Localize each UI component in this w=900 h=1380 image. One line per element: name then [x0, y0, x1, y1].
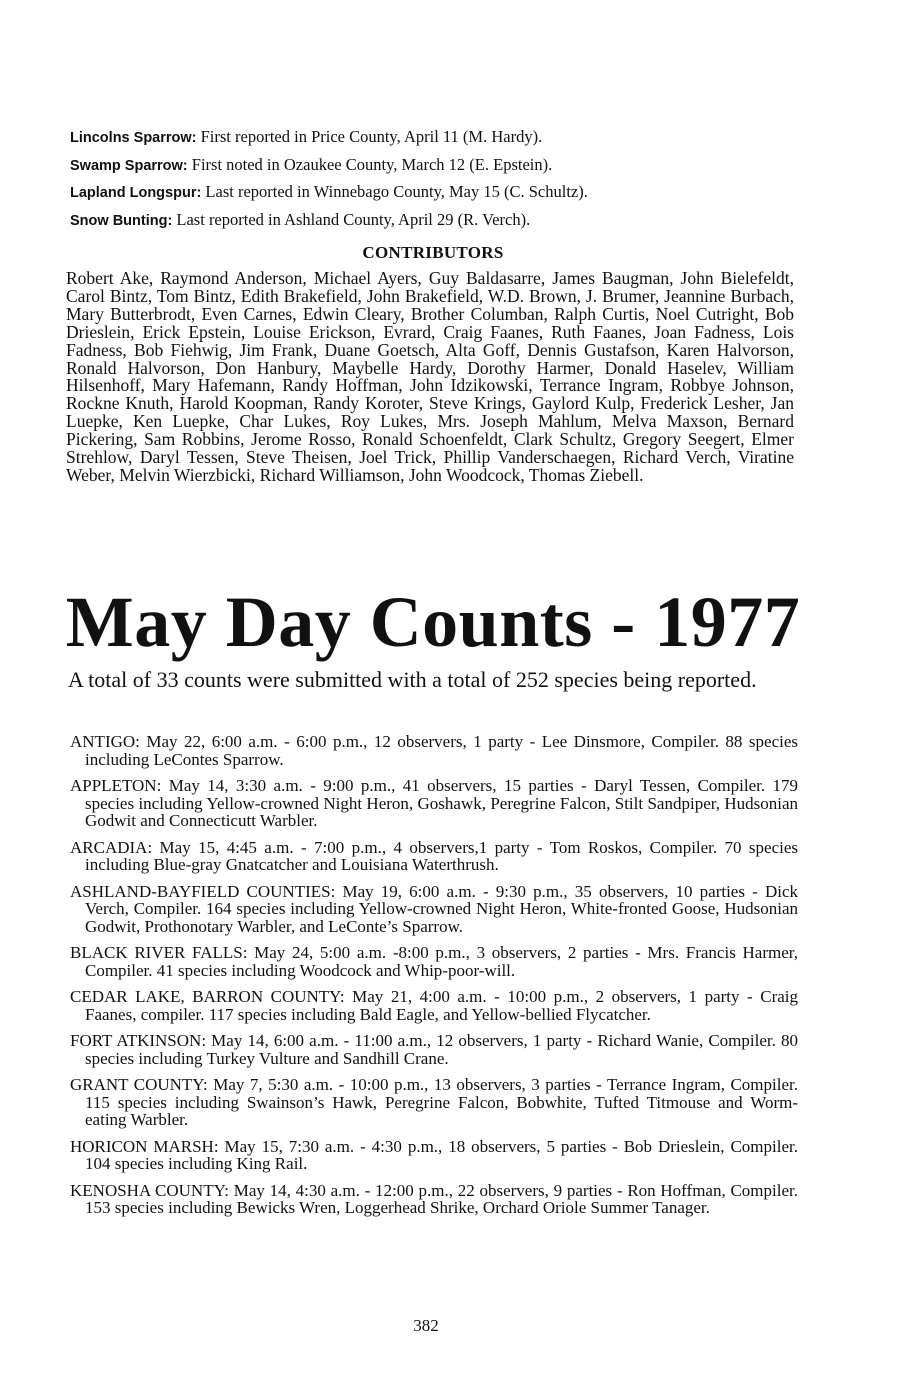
species-name: Lincolns Sparrow: — [70, 130, 197, 146]
species-note-text: First reported in Price County, April 11 (M. Hardy). — [196, 127, 543, 146]
count-entry: FORT ATKINSON: May 14, 6:00 a.m. - 11:00 a.m., 12 observers, 1 party - Richard Wanie, Compiler. 80 species including Turkey Vulture and Sandhill Crane. — [70, 1031, 798, 1068]
species-notes — [70, 124, 830, 234]
count-entries — [70, 733, 798, 1226]
count-entry: ASHLAND-BAYFIELD COUNTIES: May 19, 6:00 a.m. - 9:30 p.m., 35 observers, 10 parties - Dick Verch, Compiler. 164 species including Yellow-crowned Night Heron, White-fronted Goose, Hudsonian Godwit, Prothonotary Warbler, and LeConte’s Sparrow. — [70, 881, 798, 936]
species-note-text: Last reported in Winnebago County, May 15 (C. Schultz). — [201, 182, 588, 201]
species-note — [70, 124, 830, 152]
count-entry: ARCADIA: May 15, 4:45 a.m. - 7:00 p.m., 4 observers,1 party - Tom Roskos, Compiler. 70 species including Blue-gray Gnatcatcher and Louisiana Waterthrush. — [70, 837, 798, 874]
contributors-heading: CONTRIBUTORS — [362, 243, 504, 262]
count-entry: BLACK RIVER FALLS: May 24, 5:00 a.m. -8:00 p.m., 3 observers, 2 parties - Mrs. Francis Harmer, Compiler. 41 species including Woodcock and Whip-poor-will. — [70, 943, 798, 980]
count-entry: KENOSHA COUNTY: May 14, 4:30 a.m. - 12:00 p.m., 22 observers, 9 parties - Ron Hoffman, Compiler. 153 species including Bewicks Wren, Loggerhead Shrike, Orchard Oriole Summer Tanager. — [70, 1180, 798, 1217]
species-note — [70, 152, 830, 180]
count-entry: ANTIGO: May 22, 6:00 a.m. - 6:00 p.m., 12 observers, 1 party - Lee Dinsmore, Compiler. 88 species including LeContes Sparrow. — [70, 732, 798, 769]
species-name: Lapland Longspur: — [70, 185, 202, 201]
count-entry: CEDAR LAKE, BARRON COUNTY: May 21, 4:00 a.m. - 10:00 p.m., 2 observers, 1 party - Craig Faanes, compiler. 117 species including Bald Eagle, and Yellow-bellied Flycatcher. — [70, 987, 798, 1024]
species-name: Swamp Sparrow: — [70, 157, 188, 174]
species-note — [70, 179, 830, 207]
species-note — [70, 207, 830, 235]
species-name: Snow Bunting: — [70, 212, 173, 229]
count-entry: APPLETON: May 14, 3:30 a.m. - 9:00 p.m., 41 observers, 15 parties - Daryl Tessen, Compiler. 179 species including Yellow-crowned Night Heron, Goshawk, Peregrine Falcon, Stilt Sandpiper, Hudsonian Godwit and Connecticutt Warbler. — [70, 776, 798, 830]
species-note-text: Last reported in Ashland County, April 29 (R. Verch). — [172, 209, 531, 229]
intro-paragraph: A total of 33 counts were submitted with a total of 252 species being reported. — [68, 667, 757, 692]
page-number: 382 — [413, 1316, 439, 1335]
page-title: May Day Counts - 1977 — [65, 582, 801, 662]
species-note-text: First noted in Ozaukee County, March 12 (E. Epstein). — [187, 154, 553, 174]
count-entry: GRANT COUNTY: May 7, 5:30 a.m. - 10:00 p.m., 13 observers, 3 parties - Terrance Ingram, Compiler. 115 species including Swainson’s Hawk, Peregrine Falcon, Bobwhite, Tufted Titmouse and Worm-eating Warbler. — [70, 1075, 798, 1129]
count-entry: HORICON MARSH: May 15, 7:30 a.m. - 4:30 p.m., 18 observers, 5 parties - Bob Drieslein, Compiler. 104 species including King Rail. — [70, 1136, 798, 1173]
contributors-list: Robert Ake, Raymond Anderson, Michael Ayers, Guy Baldasarre, James Baugman, John Bielefeldt, Carol Bintz, Tom Bintz, Edith Brakefield, John Brakefield, W.D. Brown, J. Brumer, Jeannine Burbach, Mary Butterbrodt, Even Carnes, Edwin Cleary, Brother Columban, Ralph Curtis, Noel Cutright, Bob Drieslein, Erick Epstein, Louise Erickson, Evrard, Craig Faanes, Ruth Faanes, Joan Fadness, Lois Fadness, Bob Fiehwig, Jim Frank, Duane Goetsch, Alta Goff, Dennis Gustafson, Karen Halvorson, Ronald Halvorson, Don Hanbury, Maybelle Hardy, Dorothy Harmer, Donald Haselev, William Hilsenhoff, Mary Hafemann, Randy Hoffman, John Idzikowski, Terrance Ingram, Robbye Johnson, Rockne Knuth, Harold Koopman, Randy Koroter, Steve Krings, Gaylord Kulp, Frederick Lesher, Jan Luepke, Ken Luepke, Char Lukes, Roy Lukes, Mrs. Joseph Mahlum, Melva Maxson, Bernard Pickering, Sam Robbins, Jerome Rosso, Ronald Schoenfeldt, Clark Schultz, Gregory Seegert, Elmer Strehlow, Daryl Tessen, Steve Theisen, Joel Trick, Phillip Vanderschaegen, Richard Verch, Viratine Weber, Melvin Wierzbicki, Richard Williamson, John Woodcock, Thomas Ziebell. — [66, 268, 794, 485]
